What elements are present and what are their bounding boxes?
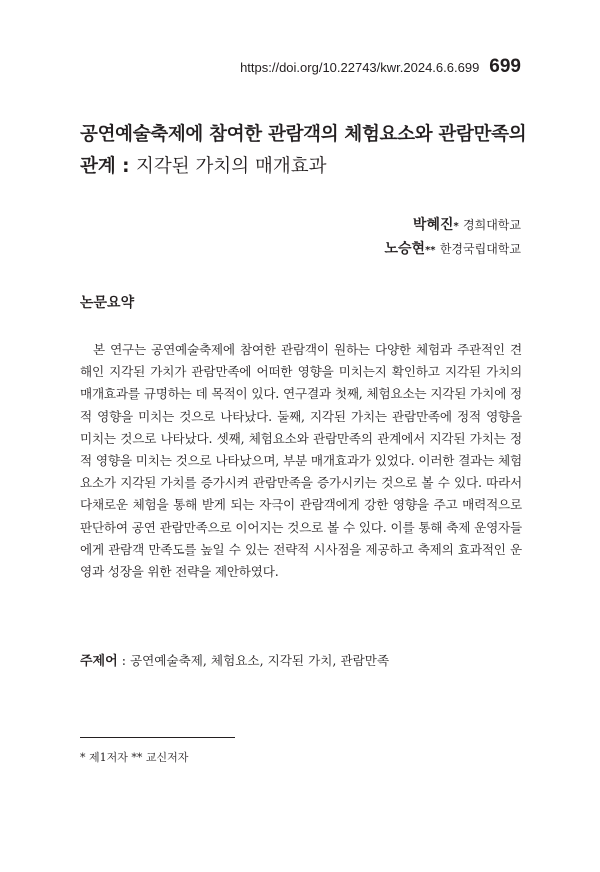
footnote-divider xyxy=(80,737,235,738)
author-name: 노승현 xyxy=(384,241,426,257)
title-subtitle: 지각된 가치의 매개효과 xyxy=(136,156,327,177)
abstract-body: 본 연구는 공연예술축제에 참여한 관람객이 원하는 다양한 체험과 주관적인 견해인 지각된 가치가 관람만족에 어떠한 영향을 미치는지 확인하고 지각된 가치의 매개효과를 규명하는 데 목적이 있다. 연구결과 첫째, 체험요소는 지각된 가치에 정적 영향을 미치는 것으로 나타났다. 둘째, 지각된 가치는 관람만족에 정적 영향을 미치는 것으로 나타났다. 셋째, 체험요소와 관람만족의 관계에서 지각된 가치는 정적 영향을 미치는 것으로 나타났으며, 부분 매개효과가 있었다. 이러한 결과는 체험요소가 지각된 가치를 증가시켜 관람만족을 증가시키는 것으로 볼 수 있다. 따라서 다채로운 체험을 통해 받게 되는 자극이 관람객에게 강한 영향을 주고 매력적으로 판단하여 공연 관람만족으로 이어지는 것으로 볼 수 있다. 이를 통해 축제 운영자들에게 관람객 만족도를 높일 수 있는 전략적 시사점을 제공하고 축제의 효과적인 운영과 성장을 위한 전략을 제안하였다. xyxy=(80,342,522,580)
author-affiliation: 한경국립대학교 xyxy=(439,242,521,256)
author-name: 박혜진 xyxy=(412,217,454,233)
keywords-separator: : xyxy=(117,653,130,668)
author-mark: * xyxy=(453,221,459,232)
author-2 xyxy=(385,238,522,262)
title-line-1: 공연예술축제에 참여한 관람객의 체험요소와 관람만족의 xyxy=(80,124,527,145)
author-mark: ** xyxy=(425,245,436,256)
paper-title xyxy=(80,119,540,183)
title-line-2-bold: 관계 : xyxy=(80,156,137,177)
doi-link[interactable]: https://doi.org/10.22743/kwr.2024.6.6.699 xyxy=(240,60,480,75)
title-line-2 xyxy=(80,151,540,183)
keywords xyxy=(80,650,389,669)
author-list xyxy=(385,214,522,262)
keywords-list: 공연예술축제, 체험요소, 지각된 가치, 관람만족 xyxy=(129,653,390,668)
author-affiliation: 경희대학교 xyxy=(463,218,521,232)
keywords-label: 주제어 xyxy=(80,654,118,669)
page-header xyxy=(240,56,521,78)
abstract-heading: 논문요약 xyxy=(80,295,135,311)
footnote: * 제1저자 ** 교신저자 xyxy=(80,751,189,764)
page-number: 699 xyxy=(489,56,521,77)
author-1 xyxy=(385,214,522,238)
